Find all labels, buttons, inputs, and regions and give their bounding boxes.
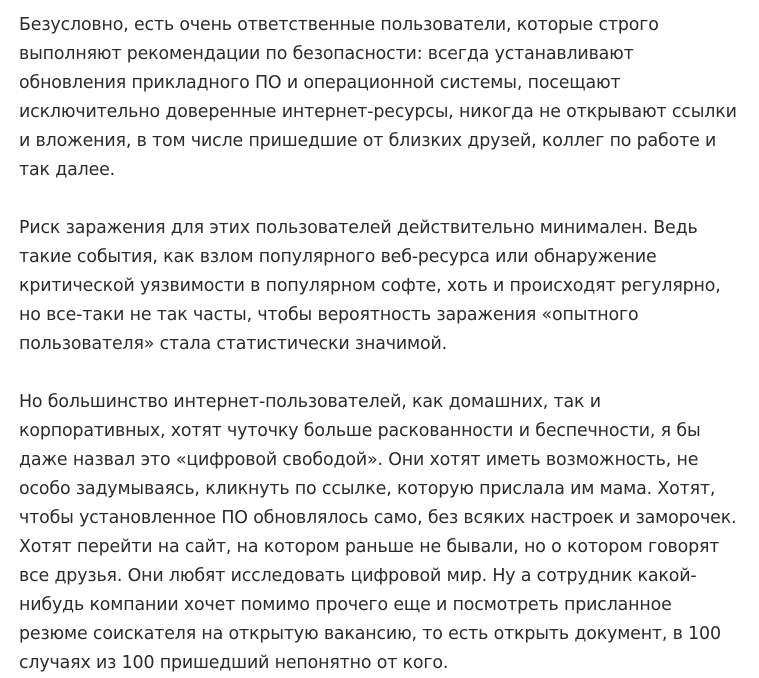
article-paragraph-3: Но большинство интернет-пользователей, как домашних, так и корпоративных, хотят чуточку больше раскованности и беспечности, я бы даже назвал это «цифровой свободой». Они хотят иметь возможность, не особо задумываясь, кликнуть по ссылке, которую прислала им мама. Хотят, чтобы установленное ПО обновлялось само, без всяких настроек и заморочек. Хотят перейти на сайт, на котором раньше не бывали, но о котором говорят все друзья. Они любят исследовать цифровой мир. Ну а сотрудник какой-нибудь компании хочет помимо прочего еще и посмотреть присланное резюме соискателя на открытую вакансию, то есть открыть документ, в 100 случаях из 100 пришедший непонятно от кого.	[19, 392, 737, 673]
article-paragraph-1: Безусловно, есть очень ответственные пользователи, которые строго выполняют рекомендации по безопасности: всегда устанавливают обновления прикладного ПО и операционной системы, посещают исключительно доверенные интернет-ресурсы, никогда не открывают ссылки и вложения, в том числе пришедшие от близких друзей, коллег по работе и так далее.	[19, 15, 737, 180]
article-paragraph-2: Риск заражения для этих пользователей действительно минимален. Ведь такие события, как взлом популярного веб-ресурса или обнаружение критической уязвимости в популярном софте, хоть и происходят регулярно, но все-таки не так часты, чтобы вероятность заражения «опытного пользователя» стала статистически значимой.	[19, 218, 721, 354]
